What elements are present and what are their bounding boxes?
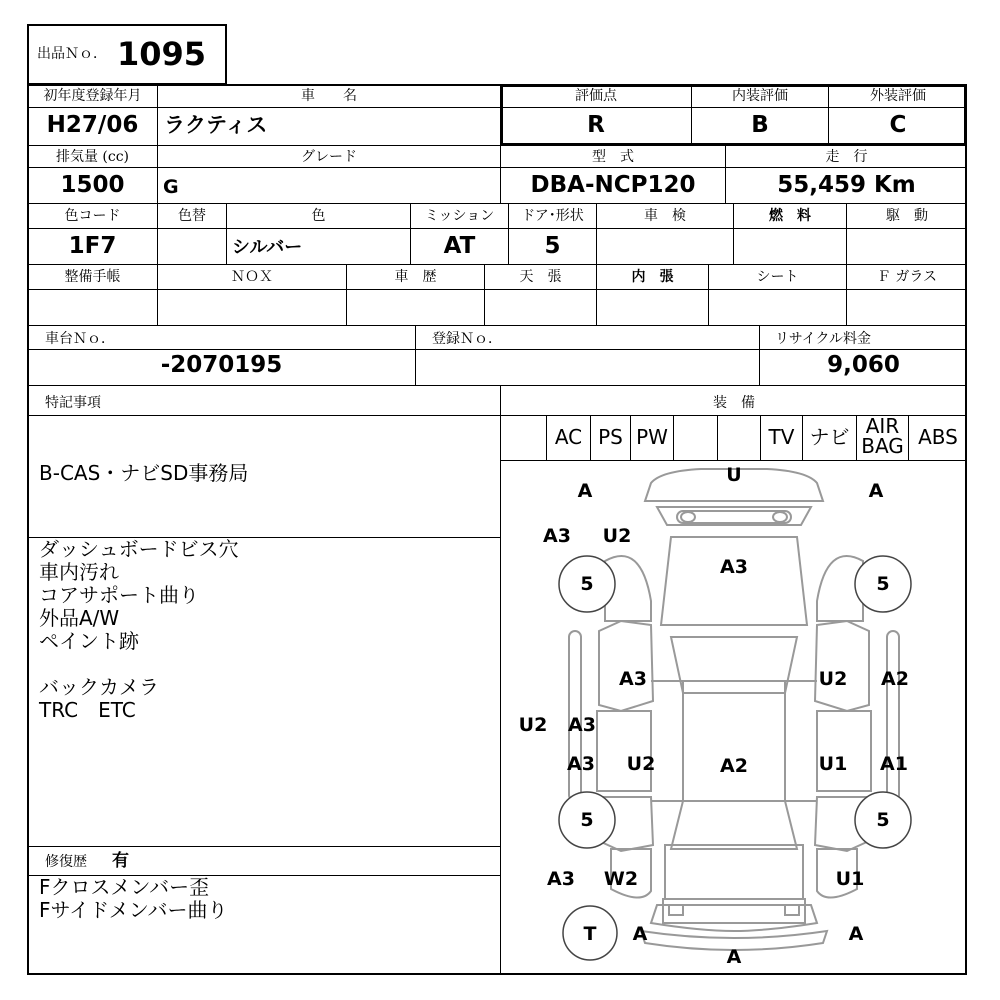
damage-mark: U [726, 464, 742, 486]
damage-mark: A [848, 923, 864, 945]
interior-trim-label: 内 張 [631, 269, 674, 285]
damage-mark: A3 [568, 714, 596, 736]
equipment-item-pw: PW [636, 425, 668, 449]
drive-label: 駆 動 [886, 208, 928, 224]
damage-mark: A3 [720, 556, 748, 578]
color-code-label: 色コード [64, 208, 121, 224]
equipment-item-abs: ABS [918, 425, 958, 449]
fuel-label: 燃 料 [769, 208, 811, 224]
mission-label: ミッション [424, 208, 495, 224]
damage-mark: A3 [547, 868, 575, 890]
damage-mark: W2 [603, 868, 639, 890]
seat-label: シート [756, 269, 799, 285]
lot-number-box [27, 24, 227, 85]
score-label: 評価点 [575, 88, 617, 104]
damage-mark: 5 [876, 809, 890, 831]
mileage-value: 55,459 Km [777, 172, 916, 198]
fglass-label: Ｆ ガラス [876, 269, 938, 285]
damage-mark: A3 [543, 525, 571, 547]
damage-mark: A [868, 480, 884, 502]
damage-mark: 5 [580, 809, 594, 831]
note-line: 外品A/W [39, 606, 120, 630]
nox-label: ＮＯＸ [231, 269, 273, 285]
note-line: ダッシュボードビス穴 [39, 537, 239, 561]
color-value: シルバー [232, 237, 303, 258]
color-change-label: 色替 [178, 208, 206, 224]
first-reg-value: H27/06 [46, 112, 139, 138]
interior-score-label: 内装評価 [732, 88, 788, 104]
score-value: R [587, 112, 605, 138]
inspection-label: 車 検 [644, 208, 686, 224]
damage-mark: U1 [818, 753, 848, 775]
color-label: 色 [311, 208, 326, 224]
damage-mark: U2 [818, 668, 848, 690]
damage-mark: A2 [881, 668, 909, 690]
repair-label: 修復歴 [45, 854, 87, 870]
grade-label: グレード [301, 149, 357, 165]
note-line [39, 653, 239, 676]
recycle-label: リサイクル料金 [775, 331, 872, 347]
equipment-item-ac: AC [554, 425, 583, 449]
interior-score-value: B [751, 112, 769, 138]
damage-mark: U1 [835, 868, 865, 890]
notes-label: 特記事項 [45, 395, 101, 411]
damage-mark: 5 [580, 573, 594, 595]
note-line: ペイント跡 [39, 629, 139, 653]
equipment-label: 装 備 [713, 395, 755, 411]
displacement-label: 排気量 (cc) [55, 149, 130, 165]
note-line: 車内汚れ [39, 560, 119, 584]
note-line: バックカメラ [39, 675, 159, 699]
first-reg-label: 初年度登録年月 [43, 88, 142, 104]
equipment-item-ps: PS [598, 425, 623, 449]
damage-mark: A2 [720, 755, 748, 777]
damage-mark: A3 [567, 753, 595, 775]
history-label: 車 歴 [394, 269, 437, 285]
repair-value: 有 [112, 851, 129, 871]
chassis-value: -2070195 [160, 352, 283, 378]
lot-number-label: 出品Ｎｏ． [37, 46, 107, 62]
exterior-score-label: 外装評価 [870, 88, 926, 104]
lot-number-value: 1095 [117, 35, 207, 73]
color-code-value: 1F7 [68, 233, 117, 259]
damage-mark: U2 [602, 525, 632, 547]
sunroof-label: 天 張 [519, 269, 562, 285]
chassis-label: 車台Ｎｏ． [45, 331, 115, 347]
notes-line-1: B-CAS・ナビSD事務局 [39, 461, 249, 485]
damage-mark: T [583, 923, 597, 945]
damage-mark: U2 [626, 753, 656, 775]
repair-line: Fサイドメンバー曲り [39, 898, 228, 922]
doors-label: ドア･形状 [521, 208, 584, 224]
damage-mark: A [632, 923, 648, 945]
damage-mark: A [726, 946, 742, 968]
repair-list [39, 876, 228, 922]
model-label: 型 式 [592, 149, 634, 165]
damage-mark: 5 [876, 573, 890, 595]
notes-list [39, 538, 239, 722]
exterior-score-value: C [889, 112, 907, 138]
damage-mark: A1 [880, 753, 908, 775]
maintenance-label: 整備手帳 [64, 269, 121, 285]
grade-value: G [163, 176, 179, 198]
mission-value: AT [443, 233, 476, 259]
note-line: TRC ETC [39, 698, 136, 722]
registration-label: 登録Ｎｏ． [432, 331, 502, 347]
damage-mark: A [577, 480, 593, 502]
note-line: コアサポート曲り [39, 583, 199, 607]
damage-mark: U2 [518, 714, 548, 736]
recycle-value: 9,060 [827, 352, 900, 378]
equipment-item-navi: ナビ [809, 425, 850, 449]
doors-value: 5 [544, 233, 561, 259]
equipment-item-airbag: AIR BAG [861, 414, 904, 458]
equipment-item-tv: TV [768, 425, 795, 449]
model-value: DBA-NCP120 [530, 172, 696, 198]
car-name-label: 車 名 [301, 88, 357, 104]
damage-mark: A3 [619, 668, 647, 690]
displacement-value: 1500 [60, 172, 125, 198]
car-name-value: ラクティス [164, 113, 268, 137]
mileage-label: 走 行 [825, 149, 868, 165]
repair-line: Fクロスメンバー歪 [39, 875, 210, 899]
